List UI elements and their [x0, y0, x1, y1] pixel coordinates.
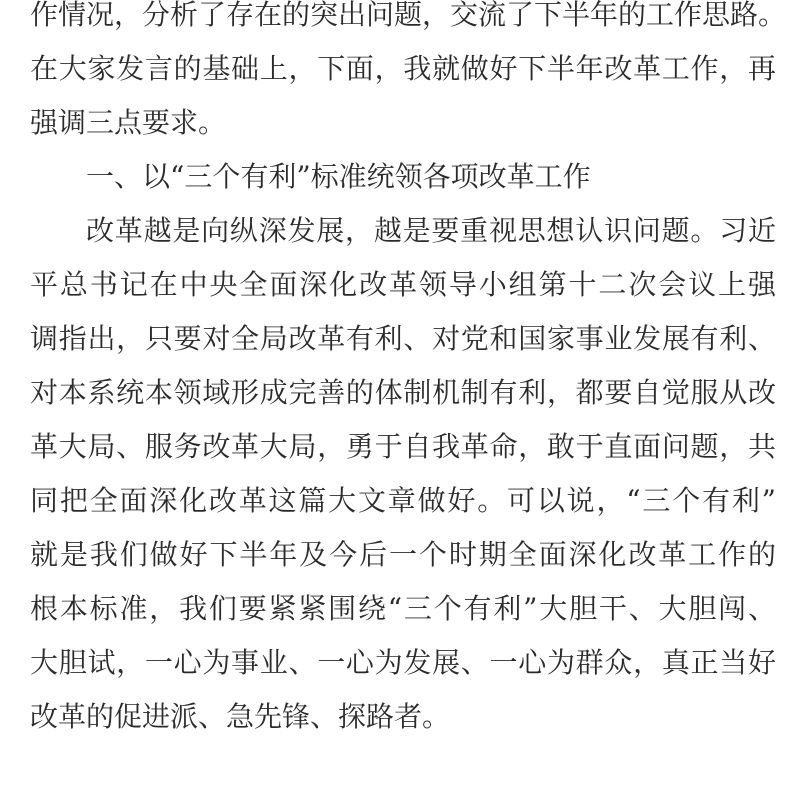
paragraph-line: 调指出，只要对全局改革有利、对党和国家事业发展有利、 — [30, 322, 776, 355]
paragraph-line: 改革的促进派、急先锋、探路者。 — [30, 700, 451, 733]
paragraph-line: 就是我们做好下半年及今后一个时期全面深化改革工作的 — [30, 538, 776, 571]
paragraph-line: 根本标准，我们要紧紧围绕“三个有利”大胆干、大胆闯、 — [30, 592, 776, 625]
document-body — [30, 0, 787, 744]
section-heading: 一、以“三个有利”标准统领各项改革工作 — [86, 160, 591, 193]
paragraph-line: 同把全面深化改革这篇大文章做好。可以说，“三个有利” — [30, 484, 776, 517]
paragraph-line: 在大家发言的基础上，下面，我就做好下半年改革工作，再 — [30, 52, 776, 85]
paragraph-line: 作情况，分析了存在的突出问题，交流了下半年的工作思路。 — [30, 0, 787, 31]
paragraph-line: 改革越是向纵深发展，越是要重视思想认识问题。习近 — [86, 214, 776, 247]
paragraph-line: 革大局、服务改革大局，勇于自我革命，敢于直面问题，共 — [30, 430, 776, 463]
paragraph-line: 强调三点要求。 — [30, 106, 227, 139]
paragraph-line: 平总书记在中央全面深化改革领导小组第十二次会议上强 — [30, 268, 776, 301]
paragraph-line: 大胆试，一心为事业、一心为发展、一心为群众，真正当好 — [30, 646, 776, 679]
paragraph-line: 对本系统本领域形成完善的体制机制有利，都要自觉服从改 — [30, 376, 776, 409]
